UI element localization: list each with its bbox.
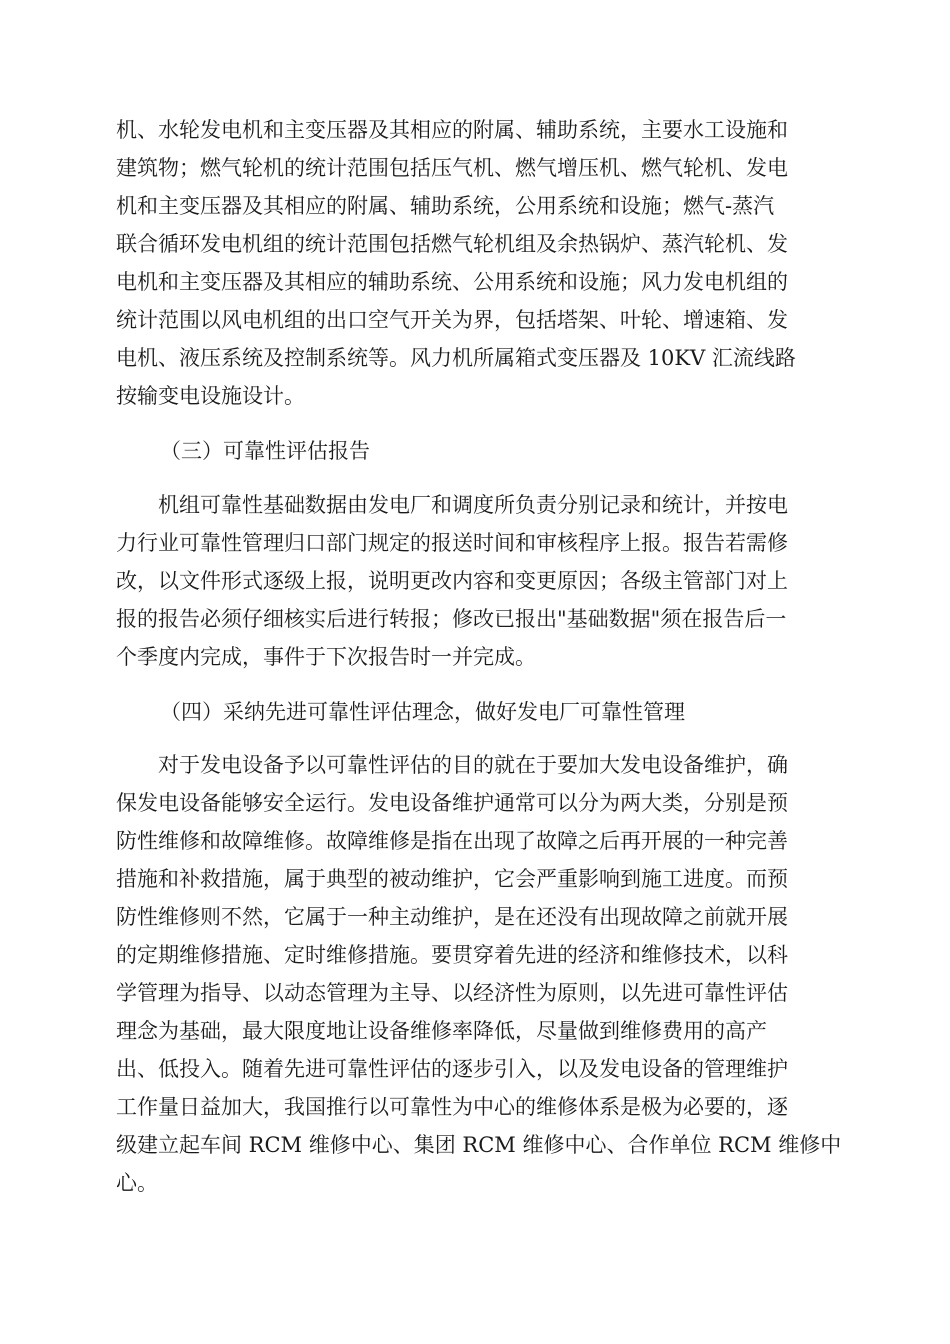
text-line: 改，以文件形式逐级上报，说明更改内容和变更原因；各级主管部门对上 (116, 569, 788, 593)
text-line: 联合循环发电机组的统计范围包括燃气轮机组及余热锅炉、蒸汽轮机、发 (116, 232, 788, 256)
text-line: 机、水轮发电机和主变压器及其相应的附属、辅助系统，主要水工设施和 (116, 118, 788, 142)
text-line: 按输变电设施设计。 (116, 384, 305, 408)
heading-text: （三）可靠性评估报告 (160, 439, 370, 463)
text-line: 出、低投入。随着先进可靠性评估的逐步引入，以及发电设备的管理维护 (116, 1057, 788, 1081)
paragraph-continued (116, 111, 836, 415)
text-line: 电机和主变压器及其相应的辅助系统、公用系统和设施；风力发电机组的 (116, 270, 788, 294)
heading-text: （四）采纳先进可靠性评估理念，做好发电厂可靠性管理 (160, 700, 685, 724)
text-line: 机和主变压器及其相应的附属、辅助系统，公用系统和设施；燃气-蒸汽 (116, 194, 775, 218)
text-line: 级建立起车间 RCM 维修中心、集团 RCM 维修中心、合作单位 RCM 维修中 (116, 1133, 842, 1157)
paragraph-reliability-report (116, 486, 836, 676)
text-line: 防性维修则不然，它属于一种主动维护，是在还没有出现故障之前就开展 (116, 905, 788, 929)
text-line: 统计范围以风电机组的出口空气开关为界，包括塔架、叶轮、增速箱、发 (116, 308, 788, 332)
section-heading-4 (160, 693, 880, 731)
paragraph-maintenance (116, 746, 842, 1202)
text-line: 心。 (116, 1171, 158, 1195)
text-line: 学管理为指导、以动态管理为主导、以经济性为原则，以先进可靠性评估 (116, 981, 788, 1005)
text-line: 力行业可靠性管理归口部门规定的报送时间和审核程序上报。报告若需修 (116, 531, 788, 555)
text-line: 建筑物；燃气轮机的统计范围包括压气机、燃气增压机、燃气轮机、发电 (116, 156, 788, 180)
text-line: 机组可靠性基础数据由发电厂和调度所负责分别记录和统计，并按电 (158, 493, 788, 517)
text-line: 报的报告必须仔细核实后进行转报；修改已报出"基础数据"须在报告后一 (116, 607, 787, 631)
text-line: 对于发电设备予以可靠性评估的目的就在于要加大发电设备维护，确 (158, 753, 788, 777)
text-line: 电机、液压系统及控制系统等。风力机所属箱式变压器及 10KV 汇流线路 (116, 346, 796, 370)
text-line: 个季度内完成，事件于下次报告时一并完成。 (116, 645, 536, 669)
text-line: 工作量日益加大，我国推行以可靠性为中心的维修体系是极为必要的，逐 (116, 1095, 788, 1119)
text-line: 的定期维修措施、定时维修措施。要贯穿着先进的经济和维修技术，以科 (116, 943, 788, 967)
text-line: 措施和补救措施，属于典型的被动维护，它会严重影响到施工进度。而预 (116, 867, 788, 891)
text-line: 防性维修和故障维修。故障维修是指在出现了故障之后再开展的一种完善 (116, 829, 788, 853)
section-heading-3 (160, 432, 880, 470)
text-line: 保发电设备能够安全运行。发电设备维护通常可以分为两大类，分别是预 (116, 791, 788, 815)
text-line: 理念为基础，最大限度地让设备维修率降低，尽量做到维修费用的高产 (116, 1019, 767, 1043)
